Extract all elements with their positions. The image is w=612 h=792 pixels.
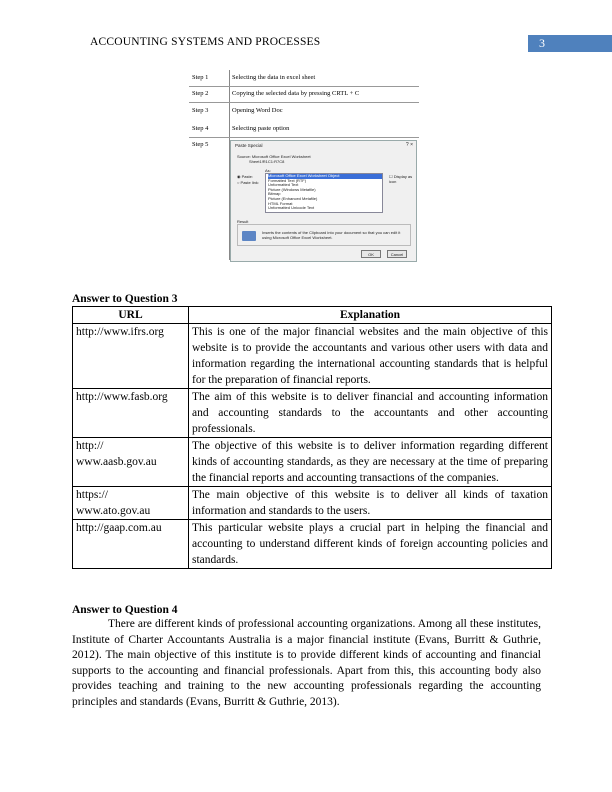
result-text: Inserts the contents of the Clipboard into your document so that you can edit it using Microsoft Office Excel Worksheet. xyxy=(262,230,401,240)
list-item[interactable]: HTML Format xyxy=(268,200,293,206)
clipboard-icon xyxy=(242,231,256,241)
paste-format-list[interactable] xyxy=(265,173,383,213)
list-item[interactable]: Picture (Windows Metafile) xyxy=(268,186,316,192)
list-item[interactable]: Unformatted Text xyxy=(268,182,299,188)
paste-radio-label: Paste: xyxy=(241,174,253,179)
step-text: Selecting the data in excel sheet xyxy=(232,74,316,81)
explanation-cell: The objective of this website is to deliver information regarding different kinds of accounting standards, as they are necessary at the time of preparing the financial reports and accounting transactions of the companies. xyxy=(189,438,552,487)
page-number-badge: 3 xyxy=(528,35,612,52)
column-header: Explanation xyxy=(189,307,552,324)
paste-link-radio[interactable]: ○ Paste link: xyxy=(237,180,259,185)
paste-link-radio-label: Paste link: xyxy=(240,180,259,185)
list-item[interactable]: Microsoft Office Excel Worksheet Object xyxy=(268,174,382,179)
url-cell: http://gaap.com.au xyxy=(73,520,189,569)
step-label: Step 1 xyxy=(192,74,209,81)
display-as-icon-label: Display as icon xyxy=(389,174,413,184)
list-item[interactable]: Formatted Text (RTF) xyxy=(268,177,307,183)
as-label: As: xyxy=(265,168,271,173)
table-header-row xyxy=(73,307,552,324)
display-as-icon-checkbox[interactable]: ☐ Display as icon xyxy=(389,174,413,184)
result-box xyxy=(237,224,411,246)
step-text: Opening Word Doc xyxy=(232,107,283,114)
step-separator xyxy=(189,102,419,103)
question4-heading: Answer to Question 4 xyxy=(72,604,178,616)
running-header-title: ACCOUNTING SYSTEMS AND PROCESSES xyxy=(90,36,321,48)
question4-body: There are different kinds of professional accounting organizations. Among all these institutes, Institute of Charter Accountants Australia is a major financial institute (Evans, Burritt & Guthrie, 2012). The main objective of this institute is to provide different kinds of accounting and financial supports to the accounting and financial professionals. Apart from this, this accounting body also provides teaching and training to the new accounting professionals regarding the accounting principles and standards (Evans, Burritt & Guthrie, 2013). xyxy=(72,618,541,708)
step-label: Step 2 xyxy=(192,90,209,97)
explanation-cell: This particular website plays a crucial part in helping the financial and accounting to understand different kinds of foreign accounting policies and standards. xyxy=(189,520,552,569)
step-label: Step 5 xyxy=(192,141,209,148)
question3-heading: Answer to Question 3 xyxy=(72,293,178,305)
column-header: URL xyxy=(73,307,189,324)
dialog-close-icon[interactable]: ? × xyxy=(405,142,413,148)
explanation-cell: The aim of this website is to deliver financial and accounting information and accounting standards to the accountants and other accounting professionals. xyxy=(189,389,552,438)
source-label: Source: Microsoft Office Excel Worksheet xyxy=(237,154,311,159)
list-item[interactable]: Unformatted Unicode Text xyxy=(268,205,315,211)
list-item[interactable]: Bitmap xyxy=(268,191,281,197)
cancel-button[interactable]: Cancel xyxy=(387,250,407,258)
step-separator xyxy=(189,86,419,87)
step-text: Copying the selected data by pressing CRTL + C xyxy=(232,90,360,97)
step-text: Selecting paste option xyxy=(232,125,290,132)
result-label: Result xyxy=(237,219,249,224)
table-row xyxy=(73,324,552,389)
table-row xyxy=(73,438,552,487)
step-label: Step 4 xyxy=(192,125,209,132)
list-item[interactable]: Picture (Enhanced Metafile) xyxy=(268,195,318,201)
step-separator xyxy=(189,137,419,138)
step-label: Step 3 xyxy=(192,107,209,114)
explanation-cell: This is one of the major financial websites and the main objective of this website is to provide the accountants and various other users with data and information regarding the international accounting standards that is helpful for the preparation of financial reports. xyxy=(189,324,552,389)
url-table xyxy=(72,306,552,569)
url-cell: http://www.fasb.org xyxy=(73,389,189,438)
table-row xyxy=(73,389,552,438)
explanation-cell: The main objective of this website is to deliver all kinds of taxation information and standards to the users. xyxy=(189,487,552,520)
paste-radio[interactable]: ◉ Paste: xyxy=(237,174,253,179)
table-row xyxy=(73,487,552,520)
url-cell: https:// www.ato.gov.au xyxy=(73,487,189,520)
dialog-source xyxy=(237,154,311,164)
ok-button[interactable]: OK xyxy=(361,250,381,258)
table-row xyxy=(73,520,552,569)
url-cell: http://www.ifrs.org xyxy=(73,324,189,389)
paste-special-dialog xyxy=(230,140,417,262)
source-ref: Sheet1!R1C1:R7C8 xyxy=(249,159,285,164)
dialog-title: Paste Special xyxy=(235,143,263,148)
url-cell: http:// www.aasb.gov.au xyxy=(73,438,189,487)
